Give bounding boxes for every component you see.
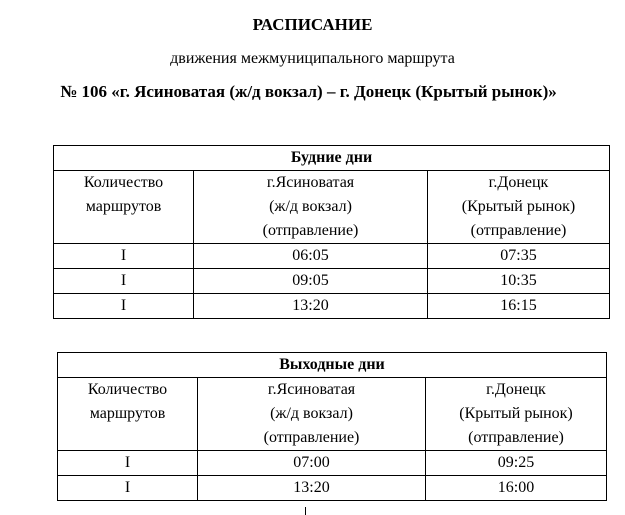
header-count: Количество маршрутов xyxy=(54,171,194,244)
header-count: Количество маршрутов xyxy=(58,378,198,451)
header-to: г.Донецк (Крытый рынок) (отправление) xyxy=(428,171,610,244)
document-subtitle: движения межмуниципального маршрута xyxy=(170,50,455,67)
route-name: № 106 «г. Ясиноватая (ж/д вокзал) – г. Донецк (Крытый рынок)» xyxy=(60,82,557,101)
weekdays-title: Будние дни xyxy=(54,146,610,171)
table-row: I 13:20 16:00 xyxy=(58,476,607,501)
weekends-table xyxy=(57,352,607,501)
weekdays-table xyxy=(53,145,610,319)
header-from: г.Ясиноватая (ж/д вокзал) (отправление) xyxy=(194,171,428,244)
table-row: I 09:05 10:35 xyxy=(54,269,610,294)
header-to: г.Донецк (Крытый рынок) (отправление) xyxy=(426,378,607,451)
table-row: I 07:00 09:25 xyxy=(58,451,607,476)
document-title: РАСПИСАНИЕ xyxy=(252,15,373,34)
weekends-title: Выходные дни xyxy=(58,353,607,378)
table-row: I 06:05 07:35 xyxy=(54,244,610,269)
header-from: г.Ясиноватая (ж/д вокзал) (отправление) xyxy=(198,378,426,451)
table-row: I 13:20 16:15 xyxy=(54,294,610,319)
text-cursor xyxy=(305,507,306,515)
